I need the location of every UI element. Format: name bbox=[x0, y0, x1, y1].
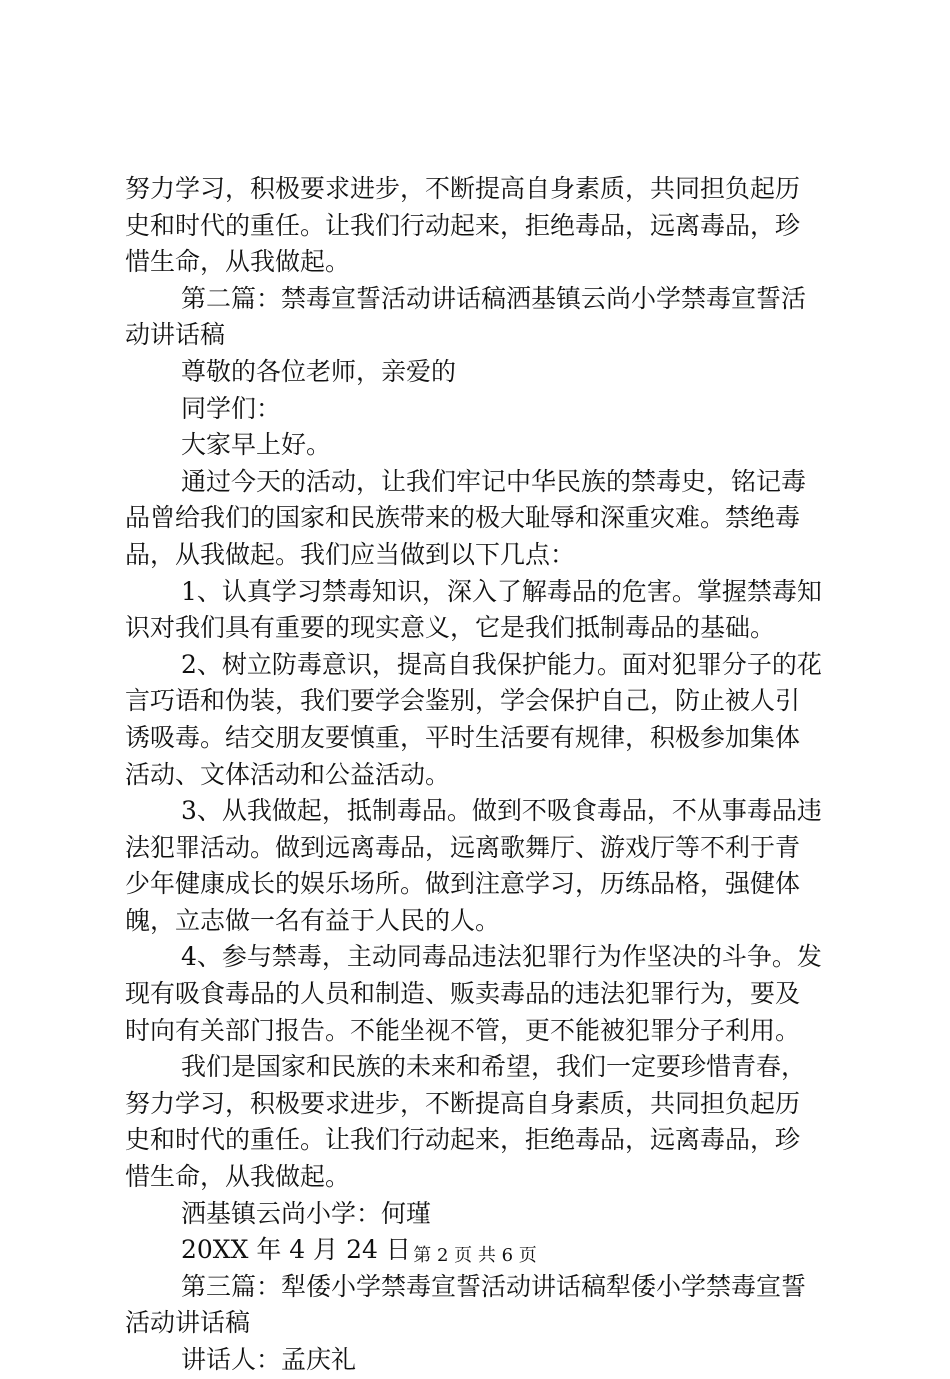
text-line: 识对我们具有重要的现实意义，它是我们抵制毒品的基础。 bbox=[125, 613, 776, 643]
text-line: 惜生命，从我做起。 bbox=[125, 1162, 351, 1192]
document-body bbox=[125, 171, 831, 1379]
text-line: 努力学习，积极要求进步，不断提高自身素质，共同担负起历 bbox=[125, 1088, 801, 1118]
text-line: 品曾给我们的国家和民族带来的极大耻辱和深重灾难。禁绝毒 bbox=[125, 503, 801, 533]
text-line: 少年健康成长的娱乐场所。做到注意学习，历练品格，强健体 bbox=[125, 869, 801, 899]
text-line: 尊敬的各位老师，亲爱的 bbox=[181, 356, 457, 386]
text-line: 动讲话稿 bbox=[125, 320, 226, 350]
text-line: 史和时代的重任。让我们行动起来，拒绝毒品，远离毒品，珍 bbox=[125, 210, 801, 240]
text-line: 言巧语和伪装，我们要学会鉴别，学会保护自己，防止被人引 bbox=[125, 686, 801, 716]
text-line: 魄，立志做一名有益于人民的人。 bbox=[125, 905, 501, 935]
text-line: 第三篇：犁倭小学禁毒宣誓活动讲话稿犁倭小学禁毒宣誓 bbox=[181, 1271, 807, 1301]
text-line: 4、参与禁毒，主动同毒品违法犯罪行为作坚决的斗争。发 bbox=[181, 942, 822, 972]
text-line: 诱吸毒。结交朋友要慎重，平时生活要有规律，积极参加集体 bbox=[125, 722, 801, 752]
text-line: 法犯罪活动。做到远离毒品，远离歌舞厅、游戏厅等不利于青 bbox=[125, 832, 801, 862]
text-line: 洒基镇云尚小学：何瑾 bbox=[181, 1198, 432, 1228]
text-line: 时向有关部门报告。不能坐视不管，更不能被犯罪分子利用。 bbox=[125, 1015, 801, 1045]
page-footer: 第 2 页 共 6 页 bbox=[413, 1245, 537, 1266]
text-line: 品，从我做起。我们应当做到以下几点： bbox=[125, 539, 576, 569]
text-line: 3、从我做起，抵制毒品。做到不吸食毒品，不从事毒品违 bbox=[181, 796, 822, 826]
text-line: 大家早上好。 bbox=[181, 430, 332, 460]
text-line: 活动讲话稿 bbox=[125, 1308, 251, 1338]
text-line: 努力学习，积极要求进步，不断提高自身素质，共同担负起历 bbox=[125, 174, 801, 203]
text-line: 20XX 年 4 月 24 日 bbox=[181, 1235, 411, 1265]
text-line: 史和时代的重任。让我们行动起来，拒绝毒品，远离毒品，珍 bbox=[125, 1125, 801, 1155]
text-line: 2、树立防毒意识，提高自我保护能力。面对犯罪分子的花 bbox=[181, 649, 822, 679]
text-line: 我们是国家和民族的未来和希望，我们一定要珍惜青春， bbox=[181, 1052, 807, 1082]
text-line: 1、认真学习禁毒知识，深入了解毒品的危害。掌握禁毒知 bbox=[181, 576, 822, 606]
text-line: 通过今天的活动，让我们牢记中华民族的禁毒史，铭记毒 bbox=[181, 466, 807, 496]
text-line: 惜生命，从我做起。 bbox=[125, 247, 351, 277]
text-line: 活动、文体活动和公益活动。 bbox=[125, 759, 451, 789]
text-line: 第二篇：禁毒宣誓活动讲话稿洒基镇云尚小学禁毒宣誓活 bbox=[181, 283, 807, 313]
text-line: 讲话人：孟庆礼 bbox=[181, 1345, 357, 1374]
text-line: 现有吸食毒品的人员和制造、贩卖毒品的违法犯罪行为，要及 bbox=[125, 979, 801, 1009]
text-line: 同学们： bbox=[181, 393, 282, 423]
